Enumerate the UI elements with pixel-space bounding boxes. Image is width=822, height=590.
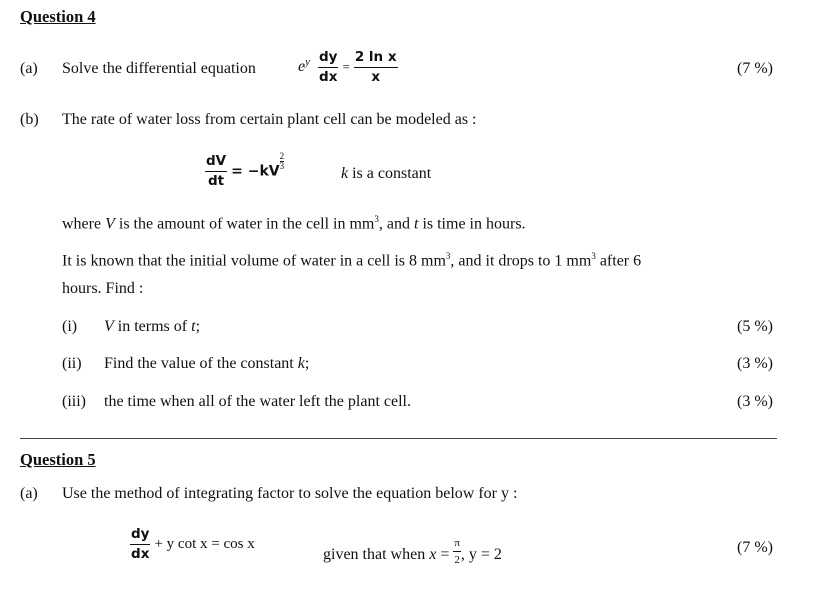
q4a-dy: dy — [318, 51, 338, 68]
q4b-text: The rate of water loss from certain plant cell can be modeled as : — [62, 111, 477, 128]
q5a-given-x: x — [429, 546, 437, 563]
q5a-condition — [323, 538, 502, 566]
q4b-dv: dV — [205, 155, 227, 172]
q4b-equation — [205, 152, 284, 188]
q4b-item-iii-text: the time when all of the water left the plant cell. — [104, 393, 411, 410]
q4a-equals: = — [342, 59, 350, 75]
q4b-known-line — [62, 251, 641, 270]
where-1: where — [62, 215, 106, 233]
known-2: , and it drops to 1 mm — [450, 252, 592, 270]
question-5-heading: Question 5 — [20, 450, 96, 469]
where-2: is the amount of water in the cell in mm — [114, 215, 375, 233]
q4a-rhs-num: 2 ln x — [354, 51, 398, 68]
section-divider — [20, 438, 777, 439]
q4a-rhs-fraction — [354, 51, 398, 84]
known-sup1: 3 — [445, 251, 451, 261]
q4b-item-iii-marks: (3 %) — [737, 393, 773, 410]
q4b-item-ii-label: (ii) — [62, 355, 82, 372]
known-3: after 6 — [595, 252, 642, 270]
q4b-item-i-text — [104, 318, 200, 336]
known-1: It is known that the initial volume of water in a cell is 8 mm — [62, 252, 446, 270]
q5a-marks: (7 %) — [737, 539, 773, 556]
q5a-text: Use the method of integrating factor to solve the equation below for y : — [62, 485, 518, 502]
item-i-t: t — [191, 318, 196, 335]
q4a-marks: (7 %) — [737, 60, 773, 77]
q4b-dt: dt — [208, 172, 225, 189]
item-ii-pre: Find the value of the constant — [104, 355, 298, 372]
item-i-v: V — [104, 318, 114, 335]
q4b-exp-den: 3 — [279, 161, 285, 171]
q4b-item-ii-marks: (3 %) — [737, 355, 773, 372]
q5a-given: given that when — [323, 546, 430, 563]
q5a-equation — [130, 528, 255, 561]
q5a-pi-num: π — [453, 538, 461, 552]
q4b-exponent — [280, 152, 285, 171]
q4b-known-line-2: hours. Find : — [62, 280, 144, 297]
q4a-rhs-den: x — [371, 68, 381, 85]
q4a-eq-e-sup: y — [305, 55, 310, 68]
q5a-dydx — [130, 528, 150, 561]
where-4: is time in hours. — [418, 215, 526, 233]
item-i-post: in terms of — [113, 318, 192, 335]
where-sup: 3 — [374, 214, 379, 224]
q5a-pi-den: 2 — [454, 554, 460, 566]
q4a-prompt: Solve the differential equation — [62, 60, 256, 77]
q4b-dvdt — [205, 155, 227, 188]
q5a-eq-rest: + y cot x = cos x — [154, 536, 255, 553]
where-3: , and — [378, 215, 414, 233]
q5a-label: (a) — [20, 485, 38, 502]
q4b-item-iii-label: (iii) — [62, 393, 86, 410]
question-4-heading: Question 4 — [20, 7, 96, 26]
q5a-given-eq: = — [436, 546, 454, 563]
q4b-where-line — [62, 214, 526, 233]
item-ii-k: k — [297, 355, 305, 372]
q5a-dx: dx — [131, 545, 150, 562]
q4b-note-rest: is a constant — [348, 165, 432, 182]
q4b-item-i-marks: (5 %) — [737, 318, 773, 335]
q4a-label: (a) — [20, 60, 38, 77]
q4a-eq-e: e — [298, 58, 306, 76]
q4b-exp-num: 2 — [279, 151, 285, 161]
q4b-rhs: = −kV — [231, 163, 280, 180]
q4b-label: (b) — [20, 111, 39, 128]
q4b-note-k: k — [341, 165, 349, 182]
where-t: t — [413, 215, 419, 233]
known-sup2: 3 — [591, 251, 596, 261]
q4b-constant-note — [341, 165, 431, 183]
q4a-dydx — [318, 51, 338, 84]
where-v: V — [105, 215, 115, 233]
q4a-equation — [298, 51, 398, 84]
item-i-post2: ; — [195, 318, 201, 335]
item-ii-post: ; — [304, 355, 310, 372]
q5a-pi-fraction — [453, 538, 461, 566]
q4b-item-i-label: (i) — [62, 318, 78, 335]
q5a-dy: dy — [130, 528, 150, 545]
q5a-given-tail: , y = 2 — [460, 546, 502, 563]
q4a-text — [62, 60, 256, 78]
q4b-item-ii-text — [104, 355, 309, 373]
q4a-dx: dx — [319, 68, 338, 85]
